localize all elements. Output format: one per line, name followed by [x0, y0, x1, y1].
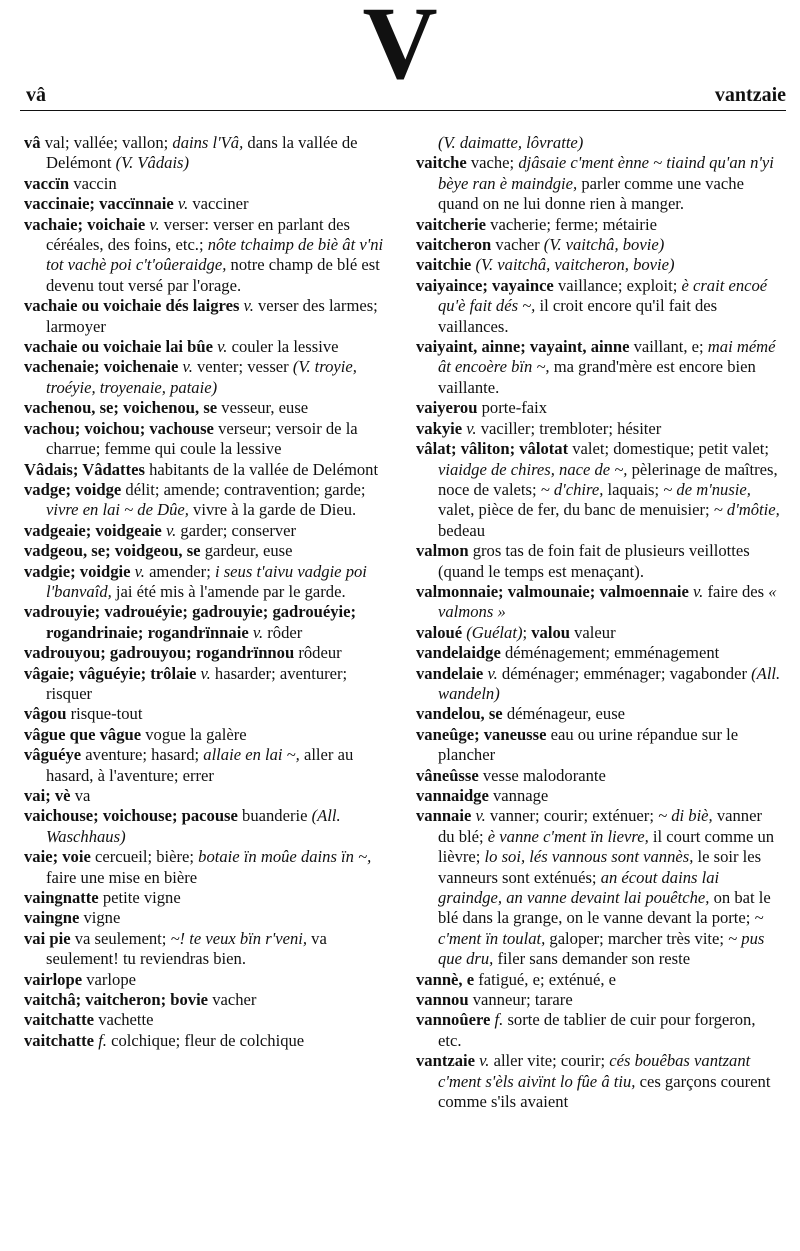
definition-text: faire des [703, 581, 769, 601]
example-text: v. [471, 806, 486, 826]
definition-text: risque-tout [66, 704, 143, 724]
headword: vaitche [416, 153, 467, 173]
definition-text: sorte de tablier de cuir pour forgeron, etc. [438, 1010, 756, 1050]
headword: vannou [416, 990, 469, 1010]
definition-text: amender; [144, 561, 215, 581]
dictionary-entry [24, 562, 392, 603]
headword: vaitchatte [24, 1010, 95, 1030]
dictionary-entry [416, 337, 782, 398]
headword: vâ [24, 133, 41, 152]
definition-text: on bat le blé dans la grange, on le vanne devant la porte; [438, 888, 771, 928]
example-text: djâsaie c'ment ènne ~ tiaind qu'an n'yi bèye ran è maindgie, [438, 153, 774, 193]
dictionary-entry [24, 643, 392, 663]
definition-text: déménager; emménager; vagabonder [497, 663, 752, 683]
definition-text: rôdeur [294, 643, 342, 663]
headword: vakyie [416, 418, 463, 438]
example-text: v. [239, 296, 254, 316]
definition-text: jai été mis à l'amende par le garde. [111, 581, 346, 601]
definition-text: porte-faix [477, 398, 548, 418]
definition-text: verser: verser en parlant des céréales, des foins, etc.; [46, 214, 350, 255]
headword: vadgie; voidgie [24, 561, 131, 581]
dictionary-entry [24, 704, 392, 724]
definition-text: vacherie; ferme; métairie [486, 214, 657, 234]
headword: vâgou [24, 704, 67, 724]
example-text: v. [173, 194, 189, 214]
example-text: f. [490, 1010, 504, 1030]
example-text: (V. Vâdais) [115, 153, 190, 173]
definition-text: dans la vallée de Delémont [46, 133, 358, 173]
dictionary-entry [24, 908, 392, 928]
definition-text: fatigué, e; exténué, e [474, 969, 616, 989]
dictionary-entry [24, 725, 392, 745]
dictionary-entry [24, 1031, 392, 1051]
example-text: cés bouêbas vantzant c'ment s'èls aivïnt lo fûe â tiu, [438, 1051, 751, 1091]
headword: vai; vè [24, 786, 71, 805]
definition-text: vesse malodorante [478, 765, 606, 785]
headword: vaiyaint, ainne; vayaint, ainne [416, 337, 630, 357]
definition-text: vanner du blé; [438, 806, 762, 846]
left-column [24, 133, 392, 1051]
definition-text: ces garçons courent comme s'ils avaient [438, 1071, 771, 1112]
headword: Vâdais; Vâdattes [24, 459, 145, 479]
dictionary-entry [24, 398, 392, 418]
headword: vachenou, se; voichenou, se [24, 398, 218, 418]
headword: vâlat; vâliton; vâlotat [416, 439, 569, 459]
right-column [416, 133, 782, 1113]
dictionary-entry [416, 153, 782, 214]
definition-text: colchique; fleur de colchique [106, 1030, 305, 1050]
dictionary-entry [416, 419, 782, 439]
dictionary-entry [416, 664, 782, 705]
headword: vai pie [24, 928, 71, 948]
headword: vantzaie [416, 1051, 475, 1071]
headword: vachenaie; voichenaie [24, 357, 179, 377]
headword: valmon [416, 541, 469, 561]
headword: vadgeaie; voidgeaie [24, 520, 162, 540]
definition-text: ma grand'mère est encore bien vaillante. [438, 357, 756, 397]
dictionary-entry [24, 929, 392, 970]
headword: vaneûge; vaneusse [416, 724, 547, 744]
headword: vandelou, se [416, 704, 503, 724]
dictionary-entry [24, 888, 392, 908]
headword: vaitcheron [416, 235, 492, 255]
definition-text: valeur [569, 622, 616, 642]
example-text: ~ de m'nusie, [663, 479, 751, 499]
headword: vairlope [24, 969, 83, 989]
definition-text: valet; domestique; petit valet; [568, 439, 770, 459]
definition-text: notre champ de blé est devenu tout versé par l'orage. [46, 255, 380, 295]
definition-text: parler comme une vache quand on ne lui donne rien à manger. [438, 173, 744, 214]
definition-text: garder; conserver [176, 520, 297, 540]
example-text: v. [462, 418, 477, 438]
dictionary-entry [24, 806, 392, 847]
headword: valoué [416, 622, 463, 642]
definition-text: aller au hasard, à l'aventure; errer [46, 745, 354, 785]
example-text: v. [145, 214, 160, 234]
definition-text: va [70, 786, 91, 805]
definition-text: galoper; marcher très vite; [545, 928, 729, 948]
definition-text: il court comme un lièvre; [438, 826, 775, 867]
headword: vannoûere [416, 1010, 491, 1030]
definition-text: gros tas de foin fait de plusieurs veillottes (quand le temps est menaçant). [438, 541, 750, 581]
dictionary-entry [416, 1010, 782, 1051]
dictionary-entry [416, 235, 782, 255]
headword: vachaie ou voichaie lai bûe [24, 337, 213, 357]
definition-text: gardeur, euse [200, 541, 293, 561]
dictionary-entry [416, 439, 782, 541]
definition-text: vivre à la garde de Dieu. [188, 500, 357, 520]
example-text: allaie en lai ~, [203, 745, 300, 765]
example-text: ~ pus que dru, [438, 928, 765, 969]
dictionary-entry [416, 786, 782, 806]
example-text: v. [130, 561, 145, 581]
example-text: v. [161, 520, 177, 540]
headword: vandelaidge [416, 643, 501, 663]
dictionary-entry [416, 215, 782, 235]
definition-text: venter; vesser [192, 357, 293, 377]
headword: vaccinaie; vaccïnnaie [24, 194, 174, 214]
dictionary-entry [24, 133, 392, 174]
headword: vadrouyou; gadrouyou; rogandrïnnou [24, 643, 295, 663]
dictionary-entry [24, 745, 392, 786]
example-text: v. [248, 622, 264, 642]
example-text: lo soi, lés vannous sont vannès, [484, 847, 694, 867]
example-text: viaidge de chires, nace de ~, [438, 459, 628, 479]
definition-text: ; [522, 622, 532, 642]
example-text: ~ d'môtie, [713, 500, 780, 520]
headword: vâguéye [24, 745, 82, 765]
example-text: « valmons » [438, 581, 777, 622]
definition-text: aventure; hasard; [81, 745, 204, 765]
definition-text: délit; amende; contravention; garde; [121, 479, 366, 499]
headword: vachaie; voichaie [24, 214, 146, 234]
headword: vaitchatte [24, 1030, 95, 1050]
definition-text: cercueil; bière; [90, 847, 199, 867]
example-text: i seus t'aivu vadgie poi l'banvaîd, [46, 561, 367, 601]
headword: vâgue que vâgue [24, 724, 142, 744]
definition-text: aller vite; courir; [489, 1051, 610, 1071]
example-text: f. [94, 1030, 107, 1050]
headword: valmonnaie; valmounaie; valmoennaie [416, 581, 689, 601]
definition-text: vaccin [69, 173, 117, 193]
headword: vadge; voidge [24, 479, 122, 499]
definition-text: buanderie [237, 806, 312, 826]
dictionary-entry [24, 602, 392, 643]
definition-text: faire une mise en bière [46, 867, 198, 887]
definition-text: filer sans demander son reste [493, 949, 691, 969]
dictionary-entry [24, 357, 392, 398]
definition-text: vache; [466, 153, 519, 173]
headword: vannaie [416, 806, 472, 826]
example-text: (All. wandeln) [438, 663, 781, 703]
example-text: mai mémé ât encoère bïn ~, [438, 337, 776, 377]
dictionary-entry [24, 419, 392, 460]
example-text: ~ d'chire, [540, 479, 604, 499]
dictionary-entry [416, 255, 782, 275]
headword: vaitchâ; vaitcheron; bovie [24, 990, 209, 1010]
definition-text: vaciller; trembloter; hésiter [476, 418, 662, 438]
dictionary-entry [416, 704, 782, 724]
headword: vaichouse; voichouse; pacouse [24, 806, 238, 826]
definition-text: vanneur; tarare [468, 990, 573, 1010]
dictionary-entry [416, 623, 782, 643]
dictionary-entry [416, 643, 782, 663]
example-text: v. [483, 663, 498, 683]
headword: vaiyerou [416, 398, 478, 418]
headword: vaccïn [24, 173, 70, 193]
dictionary-entry [416, 725, 782, 766]
example-text: (V. vaitchâ, bovie) [543, 235, 665, 255]
example-text: (Guélat) [466, 622, 523, 642]
headword: vaitchie [416, 255, 472, 275]
definition-text: couler la lessive [227, 337, 339, 357]
header-first-headword: vâ [26, 84, 46, 106]
definition-text: vigne [79, 908, 121, 928]
dictionary-entry [24, 541, 392, 561]
dictionary-entry [416, 1051, 782, 1112]
headword: vaingnatte [24, 888, 99, 908]
headword: vaiyaince; vayaince [416, 275, 554, 295]
headword: vannè, e [416, 969, 475, 989]
dictionary-entry [24, 990, 392, 1010]
dictionary-entry [24, 970, 392, 990]
dictionary-entry [24, 1010, 392, 1030]
example-text: ~! te veux bïn r'veni, [170, 928, 308, 948]
dictionary-entry [24, 480, 392, 521]
definition-text: petite vigne [98, 888, 181, 908]
headword: vachou; voichou; vachouse [24, 418, 214, 438]
example-text: v. [475, 1051, 490, 1071]
dictionary-entry [416, 806, 782, 969]
example-text: ~ c'ment ïn toulat, [438, 908, 764, 948]
example-text: v. [196, 663, 211, 683]
headword: vadrouyie; vadrouéyie; gadrouyie; gadrouéyie; rogandrinaie; rogandrïnnaie [24, 602, 357, 642]
example-text: v. [178, 357, 193, 377]
dictionary-entry [416, 582, 782, 623]
example-text: nôte tchaimp de biè ât v'ni tot vachè poi c't'oûeraidge, [46, 235, 384, 275]
definition-text: vanner; courir; exténuer; [485, 806, 659, 826]
definition-text: il croit encore qu'il fait des vaillances. [438, 296, 718, 336]
example-text: ~ di biè, [658, 806, 713, 826]
headword: vandelaie [416, 663, 484, 683]
headword: vaingne [24, 908, 80, 928]
definition-text: habitants de la vallée de Delémont [144, 459, 379, 479]
definition-text: pèlerinage de maîtres, noce de valets; [438, 459, 778, 499]
definition-text: vannage [488, 786, 549, 805]
example-text: v. [213, 337, 228, 357]
example-text: dains l'Vâ, [172, 133, 244, 152]
example-text: v. [688, 581, 704, 601]
dictionary-entry [416, 970, 782, 990]
example-text: è crait encoé qu'è fait dés ~, [438, 275, 768, 316]
dictionary-entry [24, 460, 392, 480]
dictionary-entry [416, 990, 782, 1010]
dictionary-entry [24, 337, 392, 357]
definition-text: vesseur, euse [217, 398, 309, 418]
dictionary-entry [416, 766, 782, 786]
definition-text: vacher [208, 990, 257, 1010]
definition-text: rôder [263, 622, 303, 642]
definition-text: verseur; versoir de la charrue; femme qui coule la lessive [46, 418, 358, 459]
example-text: botaie ïn moûe dains ïn ~, [198, 847, 372, 867]
definition-text: déménageur, euse [502, 704, 626, 724]
dictionary-entry [24, 174, 392, 194]
page-header [20, 84, 786, 111]
header-last-headword: vantzaie [714, 84, 786, 106]
definition-text: bedeau [438, 520, 485, 540]
definition-text: vaillant, e; [629, 337, 708, 357]
definition-text: valet, pièce de fer, du banc de menuisier; [438, 500, 714, 520]
definition-text: vaillance; exploit; [553, 275, 682, 295]
dictionary-entry [24, 664, 392, 705]
dictionary-entry [24, 786, 392, 806]
example-text: (V. vaitchâ, vaitcheron, bovie) [475, 255, 675, 275]
dictionary-entry [416, 541, 782, 582]
definition-text: vacher [491, 235, 544, 255]
example-text: an écout dains lai graindge, an vanne devaint lai pouêtche, [438, 867, 720, 908]
dictionary-entry [416, 276, 782, 337]
definition-text: varlope [82, 969, 136, 989]
dictionary-entry [24, 296, 392, 337]
right-column-entries [416, 153, 782, 1112]
section-letter: V [362, 0, 438, 101]
headword: valou [531, 622, 570, 642]
dictionary-entry [24, 847, 392, 888]
definition-text: val; vallée; vallon; [40, 133, 173, 152]
definition-text: va seulement! tu reviendras bien. [46, 928, 327, 969]
headword: vaitcherie [416, 214, 487, 234]
definition-text: vogue la galère [141, 724, 247, 744]
definition-text: le soir les vanneurs sont exténués; [438, 847, 762, 887]
definition-text: déménagement; emménagement [500, 643, 720, 663]
example-text: (All. Waschhaus) [46, 806, 341, 846]
example-text: (V. troyie, troéyie, troyenaie, pataie) [46, 357, 357, 397]
definition-text: vachette [94, 1010, 154, 1030]
example-text: vivre en lai ~ de Dûe, [46, 500, 189, 520]
headword: vâneûsse [416, 765, 479, 785]
headword: vaie; voie [24, 847, 91, 867]
dictionary-entry [416, 398, 782, 418]
definition-text: laquais; [603, 479, 664, 499]
definition-text: verser des larmes; larmoyer [46, 296, 378, 336]
dictionary-entry [24, 194, 392, 214]
definition-text: eau ou urine répandue sur le plancher [438, 724, 739, 765]
example-text: è vanne c'ment ïn lievre, [487, 826, 649, 846]
headword: vachaie ou voichaie dés laigres [24, 296, 240, 316]
definition-text: vacciner [188, 194, 249, 214]
headword: vadgeou, se; voidgeou, se [24, 541, 201, 561]
headword: vannaidge [416, 786, 489, 805]
continuation-text: (V. daimatte, lôvratte) [438, 133, 584, 152]
dictionary-entry [24, 215, 392, 297]
dictionary-entry [24, 521, 392, 541]
headword: vâgaie; vâguéyie; trôlaie [24, 663, 197, 683]
definition-text: va seulement; [70, 928, 171, 948]
definition-text: hasarder; aventurer; risquer [46, 663, 348, 703]
